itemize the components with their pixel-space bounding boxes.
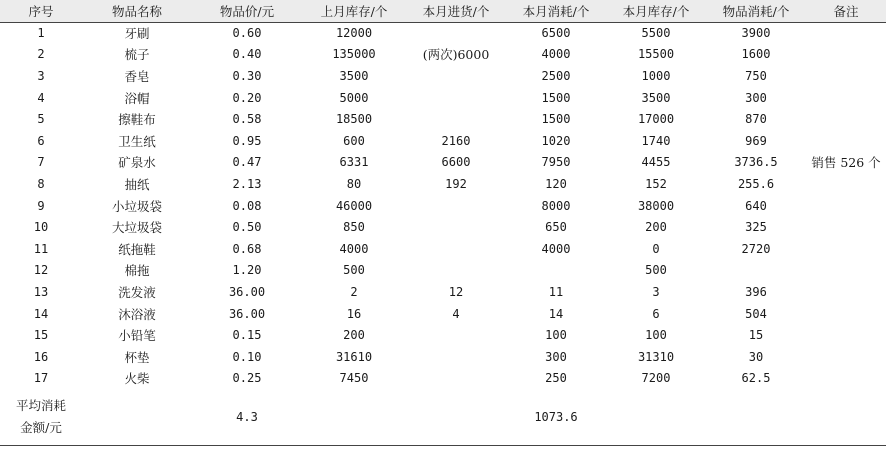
table-cell — [806, 346, 886, 368]
table-cell: 香皂 — [82, 65, 192, 87]
table-cell: 0.58 — [192, 108, 302, 130]
table-cell: 31610 — [335, 349, 373, 364]
table-cell: 0.30 — [192, 65, 302, 87]
table-cell: 36.00 — [192, 281, 302, 303]
table-cell: 30 — [748, 349, 764, 364]
table-cell: 0.50 — [232, 220, 262, 235]
table-cell: 500 — [645, 263, 667, 278]
table-cell: 969 — [745, 133, 767, 148]
table-cell — [806, 44, 886, 66]
column-header: 物品价/元 — [192, 0, 302, 22]
table-cell: 17 — [0, 368, 82, 390]
table-cell — [406, 260, 506, 282]
table-cell: 牙刷 — [82, 22, 192, 44]
table-cell: 洗发液 — [82, 281, 192, 303]
table-cell: 5000 — [339, 90, 369, 105]
table-row — [0, 346, 886, 368]
table-row — [0, 238, 886, 260]
table-cell: 1 — [0, 22, 82, 44]
table-cell: 火柴 — [82, 368, 192, 390]
table-cell: 870 — [706, 108, 806, 130]
table-cell: 11 — [0, 238, 82, 260]
table-body — [0, 22, 886, 445]
table-cell — [406, 368, 506, 390]
table-cell: 4000 — [541, 47, 571, 62]
table-cell: 46000 — [302, 195, 406, 217]
summary-empty — [406, 389, 506, 445]
table-cell: 1000 — [606, 65, 706, 87]
table-cell: 4000 — [302, 238, 406, 260]
column-header: 本月库存/个 — [606, 0, 706, 22]
table-cell: 2 — [37, 47, 45, 62]
table-cell: 纸拖鞋 — [82, 238, 192, 260]
table-cell: 6600 — [406, 152, 506, 174]
table-cell: 抽纸 — [124, 176, 150, 192]
table-cell: 12 — [406, 281, 506, 303]
table-cell: 5500 — [606, 22, 706, 44]
table-cell: 1020 — [541, 133, 571, 148]
table-cell: 750 — [706, 65, 806, 87]
summary-label — [0, 389, 82, 445]
table-cell: 504 — [745, 306, 767, 321]
column-header: 序号 — [0, 0, 82, 22]
table-cell — [406, 346, 506, 368]
table-cell: 2160 — [441, 133, 471, 148]
table-cell: 5 — [0, 108, 82, 130]
table-row — [0, 87, 886, 109]
table-cell: 小铅笔 — [82, 324, 192, 346]
table-cell: 18500 — [302, 108, 406, 130]
table-cell — [806, 173, 886, 195]
table-cell: 16 — [346, 306, 362, 321]
table-cell — [406, 324, 506, 346]
table-cell: 1.20 — [232, 263, 262, 278]
table-cell: 200 — [302, 324, 406, 346]
table-cell: 3736.5 — [706, 152, 806, 174]
table-cell: 3900 — [706, 22, 806, 44]
column-header: 物品名称 — [82, 0, 192, 22]
table-cell: 0.10 — [232, 349, 262, 364]
table-cell — [806, 65, 886, 87]
table-cell — [406, 87, 506, 109]
table-cell: 擦鞋布 — [82, 108, 192, 130]
table-cell: 650 — [545, 220, 567, 235]
column-header: 上月库存/个 — [302, 0, 406, 22]
column-header: 物品消耗/个 — [706, 0, 806, 22]
table-cell: 6500 — [506, 22, 606, 44]
table-cell: 600 — [343, 133, 365, 148]
table-cell: 300 — [545, 349, 567, 364]
table-cell: 12000 — [302, 22, 406, 44]
summary-avg-price: 4.3 — [192, 389, 302, 445]
table-cell — [806, 368, 886, 390]
table-cell: 100 — [506, 324, 606, 346]
table-cell — [806, 108, 886, 130]
table-cell: 14 — [548, 306, 564, 321]
table-cell: 0.08 — [192, 195, 302, 217]
table-cell: 17000 — [606, 108, 706, 130]
summary-empty — [82, 389, 192, 445]
table-cell: 6331 — [302, 152, 406, 174]
table-cell: 8000 — [506, 195, 606, 217]
table-row — [0, 260, 886, 282]
table-cell: 销售 526 个 — [806, 152, 886, 174]
summary-avg-consumption: 1073.6 — [506, 389, 606, 445]
table-cell: 0.47 — [192, 152, 302, 174]
table-cell: 10 — [33, 220, 49, 235]
table-cell: 100 — [606, 324, 706, 346]
table-cell: 矿泉水 — [82, 152, 192, 174]
table-cell: 4000 — [506, 238, 606, 260]
table-cell: 0.25 — [192, 368, 302, 390]
table-cell — [806, 87, 886, 109]
table-row — [0, 195, 886, 217]
table-cell: (两次)6000 — [422, 47, 490, 63]
table-cell: 6 — [37, 133, 45, 148]
table-cell — [406, 195, 506, 217]
table-cell: 152 — [645, 176, 667, 191]
table-cell: 1740 — [641, 133, 671, 148]
table-cell: 250 — [506, 368, 606, 390]
table-cell: 192 — [445, 176, 467, 191]
table-cell: 9 — [0, 195, 82, 217]
table-cell — [406, 108, 506, 130]
table-row — [0, 65, 886, 87]
table-cell: 3 — [606, 281, 706, 303]
table-row — [0, 22, 886, 44]
table-cell: 15 — [706, 324, 806, 346]
column-header: 本月进货/个 — [406, 0, 506, 22]
table-row — [0, 152, 886, 174]
table-cell — [806, 130, 886, 152]
summary-empty — [706, 389, 806, 445]
summary-row — [0, 389, 886, 445]
table-cell: 135000 — [332, 47, 376, 62]
table-cell: 36.00 — [228, 306, 266, 321]
summary-empty — [806, 389, 886, 445]
table-cell — [506, 260, 606, 282]
table-cell: 14 — [33, 306, 49, 321]
table-cell — [806, 238, 886, 260]
table-cell: 120 — [545, 176, 567, 191]
summary-empty — [606, 389, 706, 445]
table-cell: 16 — [33, 349, 49, 364]
summary-label-line1: 平均消耗 — [15, 397, 66, 413]
table-cell — [806, 216, 886, 238]
table-cell — [806, 195, 886, 217]
table-cell: 0.60 — [192, 22, 302, 44]
table-cell: 13 — [0, 281, 82, 303]
table-cell: 卫生纸 — [118, 133, 156, 149]
table-cell: 浴帽 — [124, 90, 150, 106]
table-cell: 棉拖 — [124, 263, 150, 279]
table-row — [0, 130, 886, 152]
table-cell: 0.20 — [232, 90, 262, 105]
table-cell: 38000 — [606, 195, 706, 217]
table-cell: 7200 — [606, 368, 706, 390]
table-cell — [406, 216, 506, 238]
table-cell — [406, 65, 506, 87]
summary-empty — [302, 389, 406, 445]
column-header: 本月消耗/个 — [506, 0, 606, 22]
table-cell: 4 — [452, 306, 460, 321]
table-cell: 4 — [37, 90, 45, 105]
table-row — [0, 173, 886, 195]
table-row — [0, 216, 886, 238]
table-row — [0, 108, 886, 130]
table-cell: 7450 — [302, 368, 406, 390]
table-cell: 0.40 — [232, 47, 262, 62]
table-cell — [806, 22, 886, 44]
table-cell: 31310 — [637, 349, 675, 364]
table-cell: 0 — [606, 238, 706, 260]
table-cell: 0.15 — [192, 324, 302, 346]
table-cell — [406, 22, 506, 44]
table-cell: 62.5 — [706, 368, 806, 390]
table-cell: 15500 — [637, 47, 675, 62]
table-cell: 850 — [343, 220, 365, 235]
table-cell: 325 — [745, 220, 767, 235]
table-cell — [806, 324, 886, 346]
table-cell: 2500 — [506, 65, 606, 87]
table-cell: 396 — [706, 281, 806, 303]
table-row — [0, 44, 886, 66]
table-cell: 1600 — [741, 47, 771, 62]
table-row — [0, 281, 886, 303]
table-cell: 255.6 — [737, 176, 775, 191]
table-cell: 3500 — [302, 65, 406, 87]
table-cell: 3 — [0, 65, 82, 87]
table-cell: 1500 — [541, 90, 571, 105]
table-cell: 8 — [37, 176, 45, 191]
table-cell: 15 — [0, 324, 82, 346]
table-cell: 2720 — [706, 238, 806, 260]
table-cell: 3500 — [641, 90, 671, 105]
table-cell: 7950 — [506, 152, 606, 174]
table-cell — [806, 260, 886, 282]
table-cell: 沐浴液 — [118, 306, 156, 322]
table-row — [0, 303, 886, 325]
header-row — [0, 0, 886, 22]
table-cell: 梳子 — [124, 47, 150, 63]
table-cell: 2.13 — [232, 176, 262, 191]
table-cell: 杯垫 — [124, 349, 150, 365]
table-cell: 300 — [745, 90, 767, 105]
table-cell — [806, 303, 886, 325]
table-cell — [406, 238, 506, 260]
table-cell: 0.95 — [232, 133, 262, 148]
table-cell — [806, 281, 886, 303]
table-cell: 6 — [652, 306, 660, 321]
table-cell: 640 — [706, 195, 806, 217]
table-cell: 80 — [346, 176, 362, 191]
table-cell: 12 — [33, 263, 49, 278]
table-cell: 2 — [302, 281, 406, 303]
table-cell: 小垃圾袋 — [82, 195, 192, 217]
table-cell — [706, 260, 806, 282]
table-cell: 500 — [343, 263, 365, 278]
table-cell: 11 — [506, 281, 606, 303]
table-cell: 200 — [645, 220, 667, 235]
table-cell: 大垃圾袋 — [111, 220, 162, 236]
table-cell: 0.68 — [192, 238, 302, 260]
table-row — [0, 368, 886, 390]
column-header: 备注 — [806, 0, 886, 22]
summary-label-line2: 金额/元 — [20, 419, 62, 435]
table-cell: 4455 — [606, 152, 706, 174]
table-row — [0, 324, 886, 346]
table-cell: 7 — [0, 152, 82, 174]
table-cell: 1500 — [506, 108, 606, 130]
